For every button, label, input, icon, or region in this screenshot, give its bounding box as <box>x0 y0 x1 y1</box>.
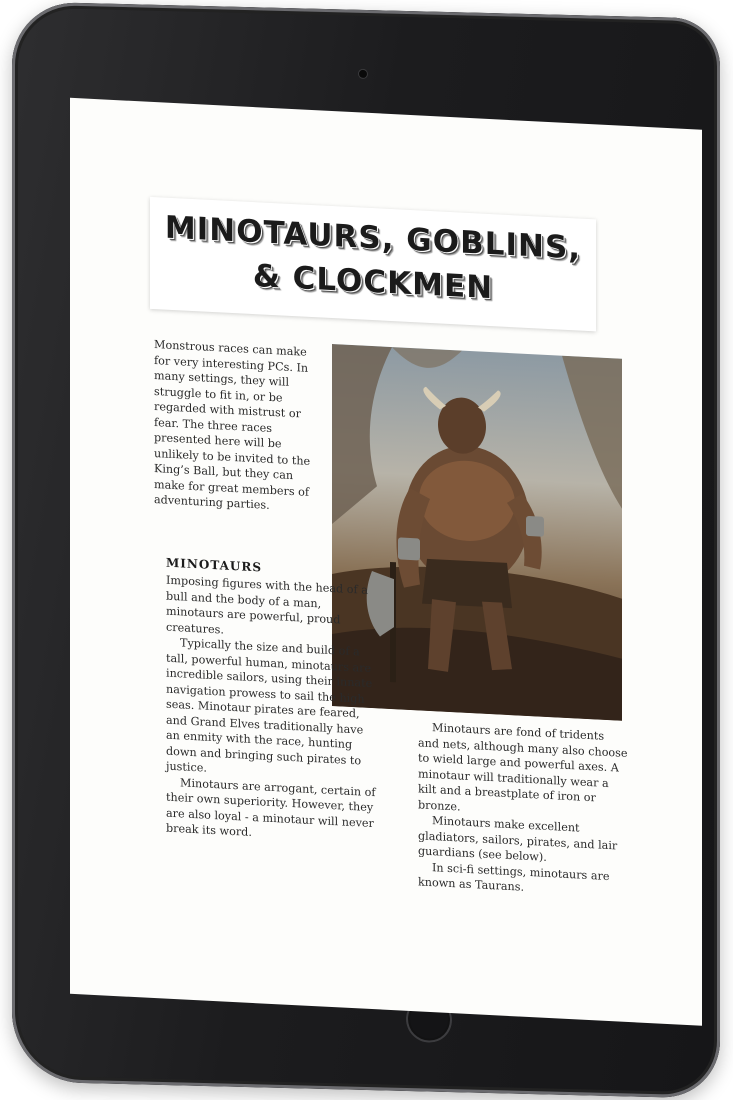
ebook-page[interactable] <box>70 98 702 1026</box>
left-paragraph-1: Imposing figures with the head of a bull and the body of a man, minotaurs are powerful, proud creatures. <box>166 573 368 637</box>
page-title-line-2: & CLOCKMEN <box>252 258 494 307</box>
right-paragraph-2: Minotaurs make excellent gladiators, sailors, pirates, and lair guardians (see below). <box>418 814 618 864</box>
right-column <box>418 719 628 900</box>
section-heading-minotaurs: minotaurs <box>166 551 263 577</box>
camera-icon <box>359 70 367 78</box>
left-paragraph-2: Typically the size and build of a tall, powerful human, minotaurs are incredible sailors, using their innate navigation prowess to sail the high seas. Minotaur pirates are feared, and Grand Elves traditionally have an enmity with the race, hunting down and bringing such pirates to justice. <box>166 636 373 775</box>
tablet-device <box>12 1 720 1098</box>
page-title-line-1: MINOTAURS, GOBLINS, <box>164 209 582 267</box>
right-paragraph-1: Minotaurs are fond of tridents and nets, although many also choose to wield large and powerful axes. A minotaur will traditionally wear a kilt and a breastplate of iron or bronze. <box>418 721 628 814</box>
left-paragraph-3: Minotaurs are arrogant, certain of their own superiority. However, they are also loyal - a minotaur will never break its word. <box>166 775 376 839</box>
intro-paragraph: Monstrous races can make for very interesting PCs. In many settings, they will struggle to fit in, or be regarded with mistrust or fear. The three races presented here will be unlikely to be invited to the King’s Ball, but they can make for great members of adventuring parties. <box>154 338 311 512</box>
left-column <box>166 573 376 847</box>
title-banner <box>150 197 596 332</box>
right-paragraph-3: In sci-fi settings, minotaurs are known as Taurans. <box>418 860 610 894</box>
